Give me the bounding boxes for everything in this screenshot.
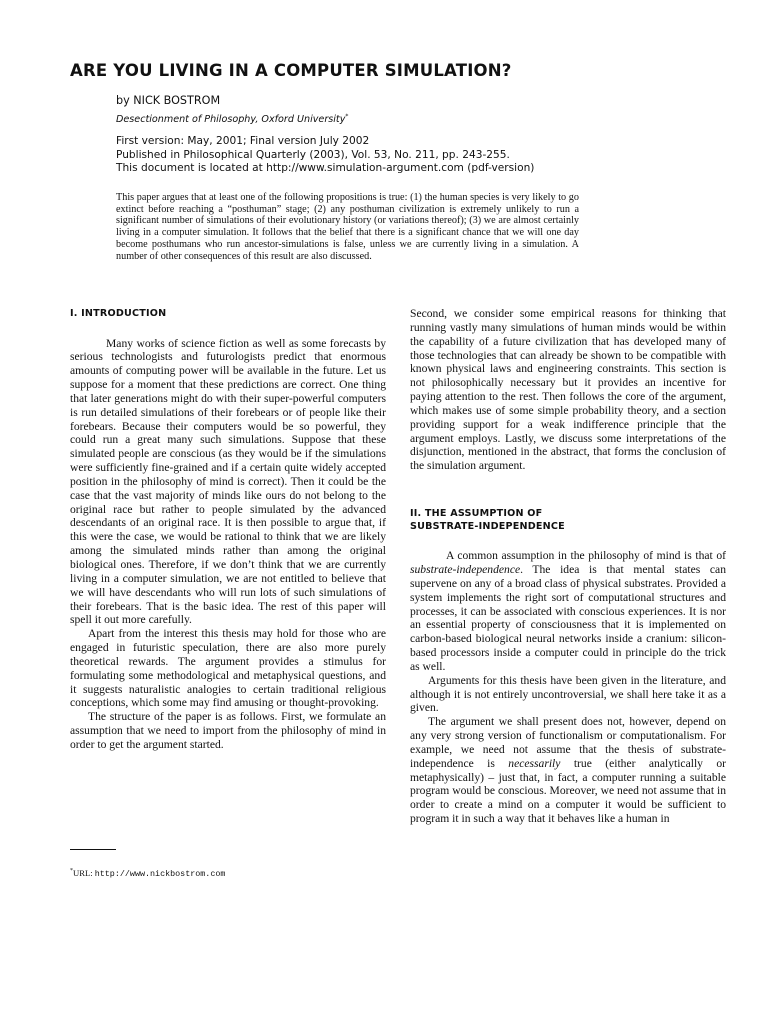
abstract: This paper argues that at least one of the following propositions is true: (1) the human species is very likely to go extinct before reaching a “posthuman” stage; (2) any posthuman civilization is extremely unlikely to run a significant number of simulations of their evolutionary history (or variations thereof); (3) we are almost certainly living in a computer simulation. It follows that the belief that there is a significant chance that we will one day become posthumans who run ancestor-simulations is false, unless we are currently living in a simulation. A number of other consequences of this result are also discussed. (116, 192, 579, 262)
footnote-url-link[interactable]: http://www.nickbostrom.com (94, 869, 226, 879)
section-heading-line-2: SUBSTRATE-INDEPENDENCE (410, 520, 565, 532)
right-column (410, 307, 726, 826)
section-heading-introduction: I. INTRODUCTION (70, 308, 167, 319)
substrate-p1-start: A common assumption in the philosophy of mind is that of (446, 549, 726, 563)
affiliation-text: Desectionment of Philosophy, Oxford University (116, 114, 346, 126)
published-line: Published in Philosophical Quarterly (2003), Vol. 53, No. 211, pp. 243-255. (116, 148, 510, 161)
intro-paragraph-1: Many works of science fiction as well as some forecasts by serious technologists and futurologists predict that enormous amounts of computing power will be available in the future. Let us suppose for a moment that these predictions are correct. One thing that later generations might do with their super-powerful computers is run detailed simulations of their forebears or of people like their forebears. Because their computers would be so powerful, they could run a great many such simulations. Suppose that these simulated people are conscious (as they would be if the simulations were sufficiently fine-grained and if a certain quite widely accepted position in the philosophy of mind is correct). Then it could be the case that the vast majority of minds like ours do not belong to the original race but rather to people simulated by the advanced descendants of an original race. It is then possible to argue that, if this were the case, we would be rational to think that we are likely among the simulated minds rather than among the original biological ones. Therefore, if we don’t think that we are currently living in a computer simulation, we are not entitled to believe that we will have descendants who will run lots of such simulations of their forebears. That is the basic idea. The rest of this paper will spell it out more carefully. (70, 336, 386, 627)
substrate-independence-emphasis: substrate-independence (410, 562, 521, 576)
section-heading-line-1: II. THE ASSUMPTION OF (410, 508, 543, 520)
footnote-label: URL: (73, 868, 95, 878)
intro-paragraph-2: Apart from the interest this thesis may hold for those who are engaged in futuristic speculation, there are also more purely theoretical rewards. The argument provides a stimulus for formulating some methodological and metaphysical questions, and it suggests naturalistic analogies to certain traditional religious conceptions, which some may find amusing or thought-provoking. (70, 627, 386, 710)
substrate-paragraph-2: Arguments for this thesis have been given in the literature, and although it is not entirely uncontroversial, we shall here take it as a given. (410, 673, 726, 715)
paper-title: ARE YOU LIVING IN A COMPUTER SIMULATION? (70, 61, 512, 80)
substrate-p3-end: true (either analytically or metaphysically) – just that, in fact, a computer running a suitable program would be conscious. Moreover, we need not assume that in order to create a mind on a computer it would be sufficient to program it in such a way that it behaves like a human in (410, 756, 727, 826)
version-line: First version: May, 2001; Final version July 2002 (116, 135, 370, 147)
substrate-paragraph-1 (410, 549, 726, 674)
publication-info (116, 135, 534, 176)
substrate-p3-start: The argument we shall present does not, however, depend on any very strong version of functionalism or computationalism. For example, we need not assume that the thesis of substrate-independence is (410, 715, 726, 770)
left-column (70, 308, 386, 752)
substrate-p1-end: . The idea is that mental states can supervene on any of a broad class of physical substrates. Provided a system implements the right sort of computational structures and processes, it can be associated with conscious experiences. It is nor an essential property of consciousness that it is implemented on carbon-based biological neural networks inside a cranium: silicon-based processors inside a computer could in principle do the trick as well. (410, 562, 726, 673)
footnote (70, 868, 225, 879)
substrate-paragraph-3 (410, 715, 726, 826)
author-affiliation (116, 113, 348, 125)
section-heading-substrate (410, 508, 726, 533)
affiliation-footnote-mark: * (345, 113, 349, 120)
location-line: This document is located at http://www.simulation-argument.com (pdf-version) (116, 162, 535, 175)
footnote-mark: * (70, 868, 73, 875)
necessarily-emphasis: necessarily (508, 756, 561, 770)
footnote-rule (70, 849, 116, 850)
intro-paragraph-3: The structure of the paper is as follows. First, we formulate an assumption that we need to import from the philosophy of mind in order to get the argument started. (70, 710, 386, 751)
author-byline: by NICK BOSTROM (116, 94, 221, 107)
intro-paragraph-4: Second, we consider some empirical reasons for thinking that running vastly many simulations of human minds would be within the capability of a future civilization that has developed many of those technologies that can already be shown to be compatible with known physical laws and engineering constraints. This section is not philosophically necessary but it provides an incentive for paying attention to the rest. Then follows the core of the argument, which makes use of some simple probability theory, and a section providing support for a weak indifference principle that the argument employs. Lastly, we discuss some interpretations of the disjunction, mentioned in the abstract, that forms the conclusion of the simulation argument. (410, 307, 726, 473)
